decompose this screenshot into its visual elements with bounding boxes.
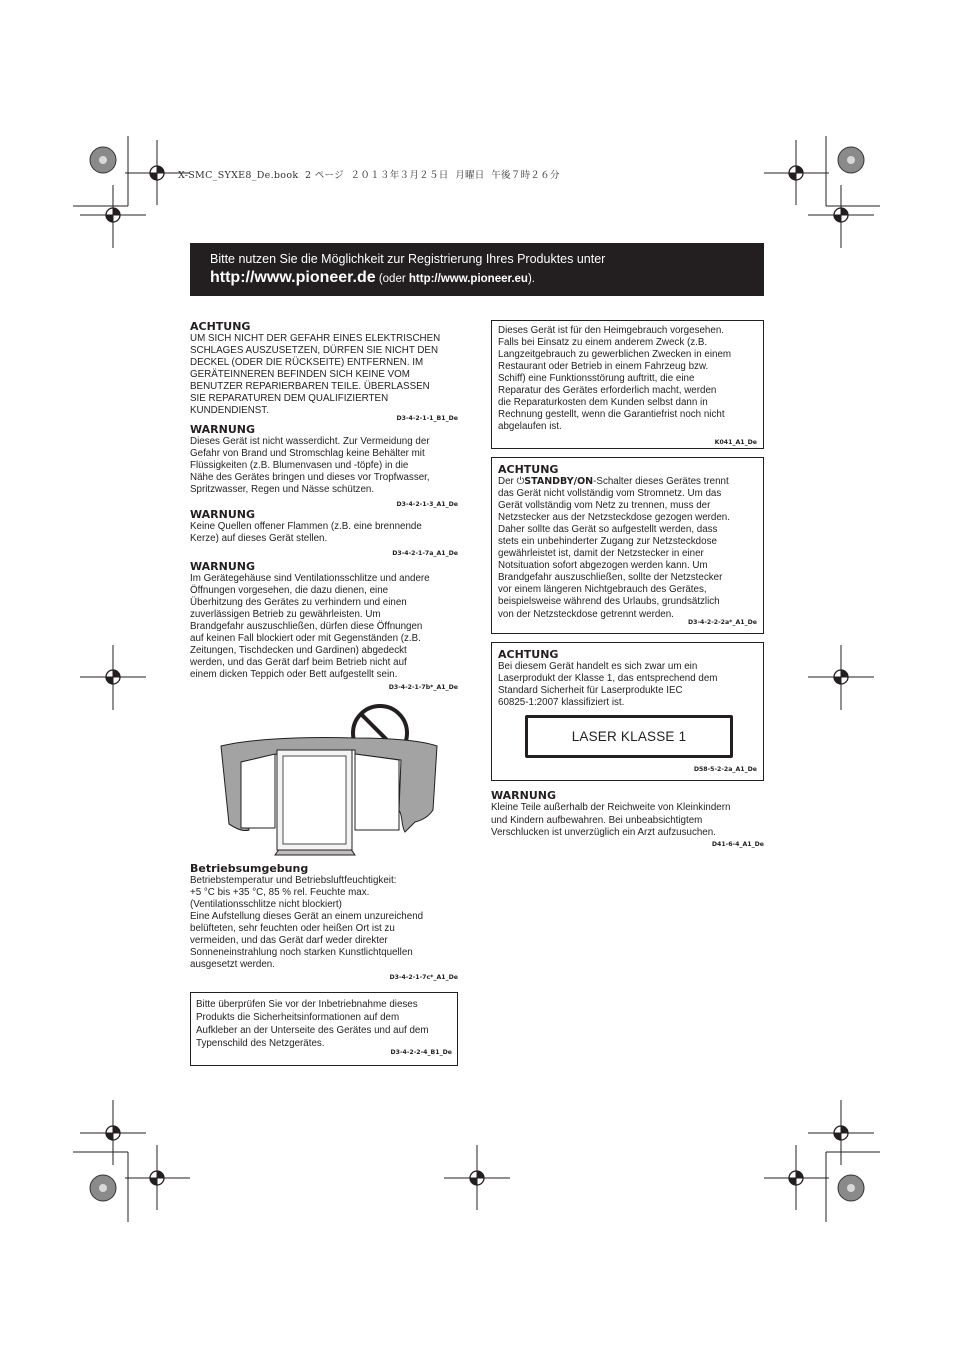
- section-heading: Betriebsumgebung: [190, 862, 309, 875]
- heimgebrauch-box: [491, 320, 764, 449]
- reference-code: D3-4-2-1-7c*_A1_De: [389, 974, 458, 982]
- banner-url-line: [210, 269, 535, 287]
- text-line: SCHLAGES AUSZUSETZEN, DÜRFEN SIE NICHT DEN: [190, 345, 439, 357]
- text-line: Bitte überprüfen Sie vor der Inbetriebnahme dieses: [196, 999, 418, 1010]
- text-line: Flüssigkeiten (z.B. Blumenvasen und -töpfe) in die: [190, 460, 409, 472]
- box-body: [498, 488, 757, 621]
- warnung-section-wasser: [190, 423, 458, 508]
- text-line: Falls bei Einsatz zu einem anderem Zweck (z.B.: [498, 337, 708, 349]
- section-body: [491, 802, 764, 840]
- text-line: Laserprodukt der Klasse 1, das entsprechend dem: [498, 673, 718, 685]
- text-line: Bei diesem Gerät handelt es sich zwar um ein: [498, 661, 698, 672]
- oder-suffix: ).: [527, 273, 535, 285]
- text-line: Öffnungen vorgesehen, die dazu dienen, eine: [190, 585, 389, 597]
- file-header-line: X-SMC_SYXE8_De.book 2 ページ ２０１３年３月２５日 月曜日 午後７時２６分: [178, 170, 560, 181]
- text-line: Schiff) eine Funktionsstörung auftritt, die eine: [498, 373, 695, 385]
- text-line: abgelaufen ist.: [498, 421, 562, 433]
- text-line: Zeitungen, Tischdecken und Gardinen) abgedeckt: [190, 645, 407, 657]
- text-line: 60825-1:2007 klassifiziert ist.: [498, 697, 625, 709]
- text-line: Gefahr von Brand und Stromschlag keine Behälter mit: [190, 448, 425, 460]
- text-line: vermeiden, und das Gerät darf weder direkter: [190, 935, 388, 947]
- text-line: Rechnung gestellt, wenn die Garantiefrist noch nicht: [498, 409, 725, 421]
- oder-prefix: (oder: [375, 273, 409, 285]
- section-body: [190, 875, 458, 971]
- text-line: auf keinen Fall blockiert oder mit Gegenständen (z.B.: [190, 633, 421, 645]
- text-line: belüfteten, sehr feuchten oder heißen Ort ist zu: [190, 923, 395, 935]
- text-line: Standard Sicherheit für Laserprodukte IEC: [498, 685, 683, 697]
- registration-banner: [190, 243, 764, 296]
- text-line: von der Netzsteckdose getrennt werden.: [498, 608, 674, 620]
- banner-text: Bitte nutzen Sie die Möglichkeit zur Registrierung Ihres Produktes unter: [210, 252, 606, 266]
- text-line: Betriebstemperatur und Betriebsluftfeuchtigkeit:: [190, 875, 397, 886]
- reference-code: D41-6-4_A1_De: [711, 841, 764, 849]
- section-heading: ACHTUNG: [190, 320, 251, 333]
- achtung-section-1: [190, 320, 458, 422]
- box-body: [196, 998, 452, 1050]
- text-line: Dieses Gerät ist nicht wasserdicht. Zur Vermeidung der: [190, 436, 430, 447]
- achtung-laser-box: [491, 642, 764, 781]
- pioneer-de-link[interactable]: http://www.pioneer.de: [210, 269, 376, 286]
- reference-code: D3-4-2-1-3_A1_De: [396, 501, 458, 509]
- text-line: gewährleistet ist, damit der Netzstecker in einer: [498, 548, 704, 560]
- pioneer-eu-link[interactable]: http://www.pioneer.eu: [408, 273, 528, 285]
- text-line: Aufkleber an der Unterseite des Gerätes und auf dem: [196, 1025, 429, 1036]
- text-line: Langzeitgebrauch zu gewerblichen Zwecken in einem: [498, 349, 732, 361]
- reference-code: D3-4-2-2-2a*_A1_De: [688, 618, 757, 626]
- text-line: zuverlässigen Betrieb zu gewährleisten. Um: [190, 609, 381, 621]
- power-icon: ⏻: [516, 476, 525, 487]
- text-line: Verschlucken ist unverzüglich ein Arzt aufzusuchen.: [491, 827, 716, 839]
- laser-class-label: [525, 715, 733, 758]
- text-line: Typenschild des Netzgerätes.: [196, 1038, 325, 1049]
- reference-code: D3-4-2-2-4_B1_De: [390, 1049, 452, 1056]
- section-body: [190, 521, 458, 545]
- text-line: Gerät vollständig vom Netz zu trennen, muss der: [498, 500, 711, 512]
- text-line: UM SICH NICHT DER GEFAHR EINES ELEKTRISCHEN: [190, 333, 441, 344]
- text-line: +5 °C bis +35 °C, 85 % rel. Feuchte max.: [190, 887, 370, 899]
- text-line: Kleine Teile außerhalb der Reichweite von Kleinkindern: [491, 802, 731, 813]
- text-line: Eine Aufstellung dieses Gerät an einem unzureichend: [190, 911, 424, 923]
- text-line: Reparatur des Gerätes erforderlich macht, werden: [498, 385, 717, 397]
- text-line: Brandgefahr auszuschließen, dürfen diese Öffnungen: [190, 621, 423, 633]
- text-line: Keine Quellen offener Flammen (z.B. eine brennende: [190, 521, 422, 532]
- text-line: Restaurant oder Betrieb in einem Fahrzeug bzw.: [498, 361, 709, 373]
- text-line: Im Gerätegehäuse sind Ventilationsschlitze und andere: [190, 573, 430, 584]
- text-line: Produkts die Sicherheitsinformationen auf dem: [196, 1012, 400, 1023]
- text-line: GERÄTEINNEREN BEFINDEN SICH KEINE VOM: [190, 369, 410, 381]
- text-line: vor einem längeren Nichtgebrauch des Gerätes,: [498, 584, 707, 596]
- achtung-standby-box: [491, 457, 764, 634]
- reference-code: D58-5-2-2a_A1_De: [693, 766, 757, 773]
- section-heading: WARNUNG: [491, 789, 556, 802]
- betriebsumgebung-section: [190, 862, 458, 981]
- sicherheitsinfo-box: [190, 992, 458, 1066]
- text-line: werden, und das Gerät darf beim Betrieb nicht auf: [190, 657, 407, 669]
- reference-code: K041_A1_De: [714, 439, 757, 447]
- section-body: [190, 436, 458, 496]
- section-heading: WARNUNG: [190, 423, 255, 436]
- text-line: Brandgefahr auszuschließen, sollte der Netzstecker: [498, 572, 723, 584]
- text-line: Notsituation sofort abgezogen werden kann. Um: [498, 560, 708, 572]
- text-line: Netzstecker aus der Netzsteckdose gezogen werden.: [498, 512, 730, 524]
- text-line: und Kindern aufbewahren. Bei unbeabsichtigtem: [491, 814, 703, 826]
- text-line: beispielsweise während des Urlaubs, grundsätzlich: [498, 596, 720, 608]
- warnung-section-flammen: [190, 508, 458, 557]
- reference-code: D3-4-2-1-7b*_A1_De: [388, 684, 458, 692]
- standby-first-line: Der ⏻STANDBY/ON-Schalter dieses Gerätes trennt: [498, 476, 729, 487]
- text-line: DECKEL (ODER DIE RÜCKSEITE) ENTFERNEN. IM: [190, 357, 424, 369]
- covered-device-illustration: [205, 700, 455, 862]
- warnung-section-ventilation: [190, 560, 458, 691]
- text-line: Daher sollte das Gerät so aufgestellt werden, dass: [498, 524, 718, 536]
- box-body: [498, 661, 757, 709]
- text-line: (Ventilationsschlitze nicht blockiert): [190, 899, 342, 911]
- section-heading: WARNUNG: [190, 560, 255, 573]
- text-line: das Gerät nicht vollständig vom Stromnetz. Um das: [498, 488, 722, 500]
- box-body: [498, 325, 757, 433]
- section-body: [190, 573, 458, 681]
- text-line: Nähe des Gerätes bringen und dieses vor Tropfwasser,: [190, 472, 430, 484]
- text-line: die Reparaturkosten dem Kunden selbst dann in: [498, 397, 708, 409]
- text-line: einem dicken Teppich oder Bett aufgestellt sein.: [190, 669, 398, 681]
- text-line: stets ein unbehinderter Zugang zur Netzsteckdose: [498, 536, 717, 548]
- warnung-kleinteile-section: [491, 789, 764, 848]
- laser-label-text: LASER KLASSE 1: [571, 729, 687, 744]
- text-line: BENUTZER REPARIERBAREN TEILE. ÜBERLASSEN: [190, 381, 430, 393]
- text-line: Sonneneinstrahlung noch starken Kunstlichtquellen: [190, 947, 413, 959]
- standby-on-label: STANDBY/ON: [524, 476, 594, 487]
- reference-code: D3-4-2-1-7a_A1_De: [392, 550, 458, 558]
- section-heading: WARNUNG: [190, 508, 255, 521]
- text-line: Dieses Gerät ist für den Heimgebrauch vorgesehen.: [498, 325, 724, 336]
- box-heading: ACHTUNG: [498, 648, 559, 661]
- text-line: Überhitzung des Gerätes zu verhindern und einen: [190, 597, 407, 609]
- section-body: [190, 333, 458, 417]
- text-line: KUNDENDIENST.: [190, 405, 269, 417]
- box-heading: ACHTUNG: [498, 463, 559, 476]
- text-line: Kerze) auf dieses Gerät stellen.: [190, 533, 328, 545]
- text-line: Spritzwasser, Regen und Nässe schützen.: [190, 484, 375, 496]
- text-line: ausgesetzt werden.: [190, 959, 275, 971]
- text-line: SIE REPARATUREN DEM QUALIFIZIERTEN: [190, 393, 389, 405]
- reference-code: D3-4-2-1-1_B1_De: [396, 415, 458, 423]
